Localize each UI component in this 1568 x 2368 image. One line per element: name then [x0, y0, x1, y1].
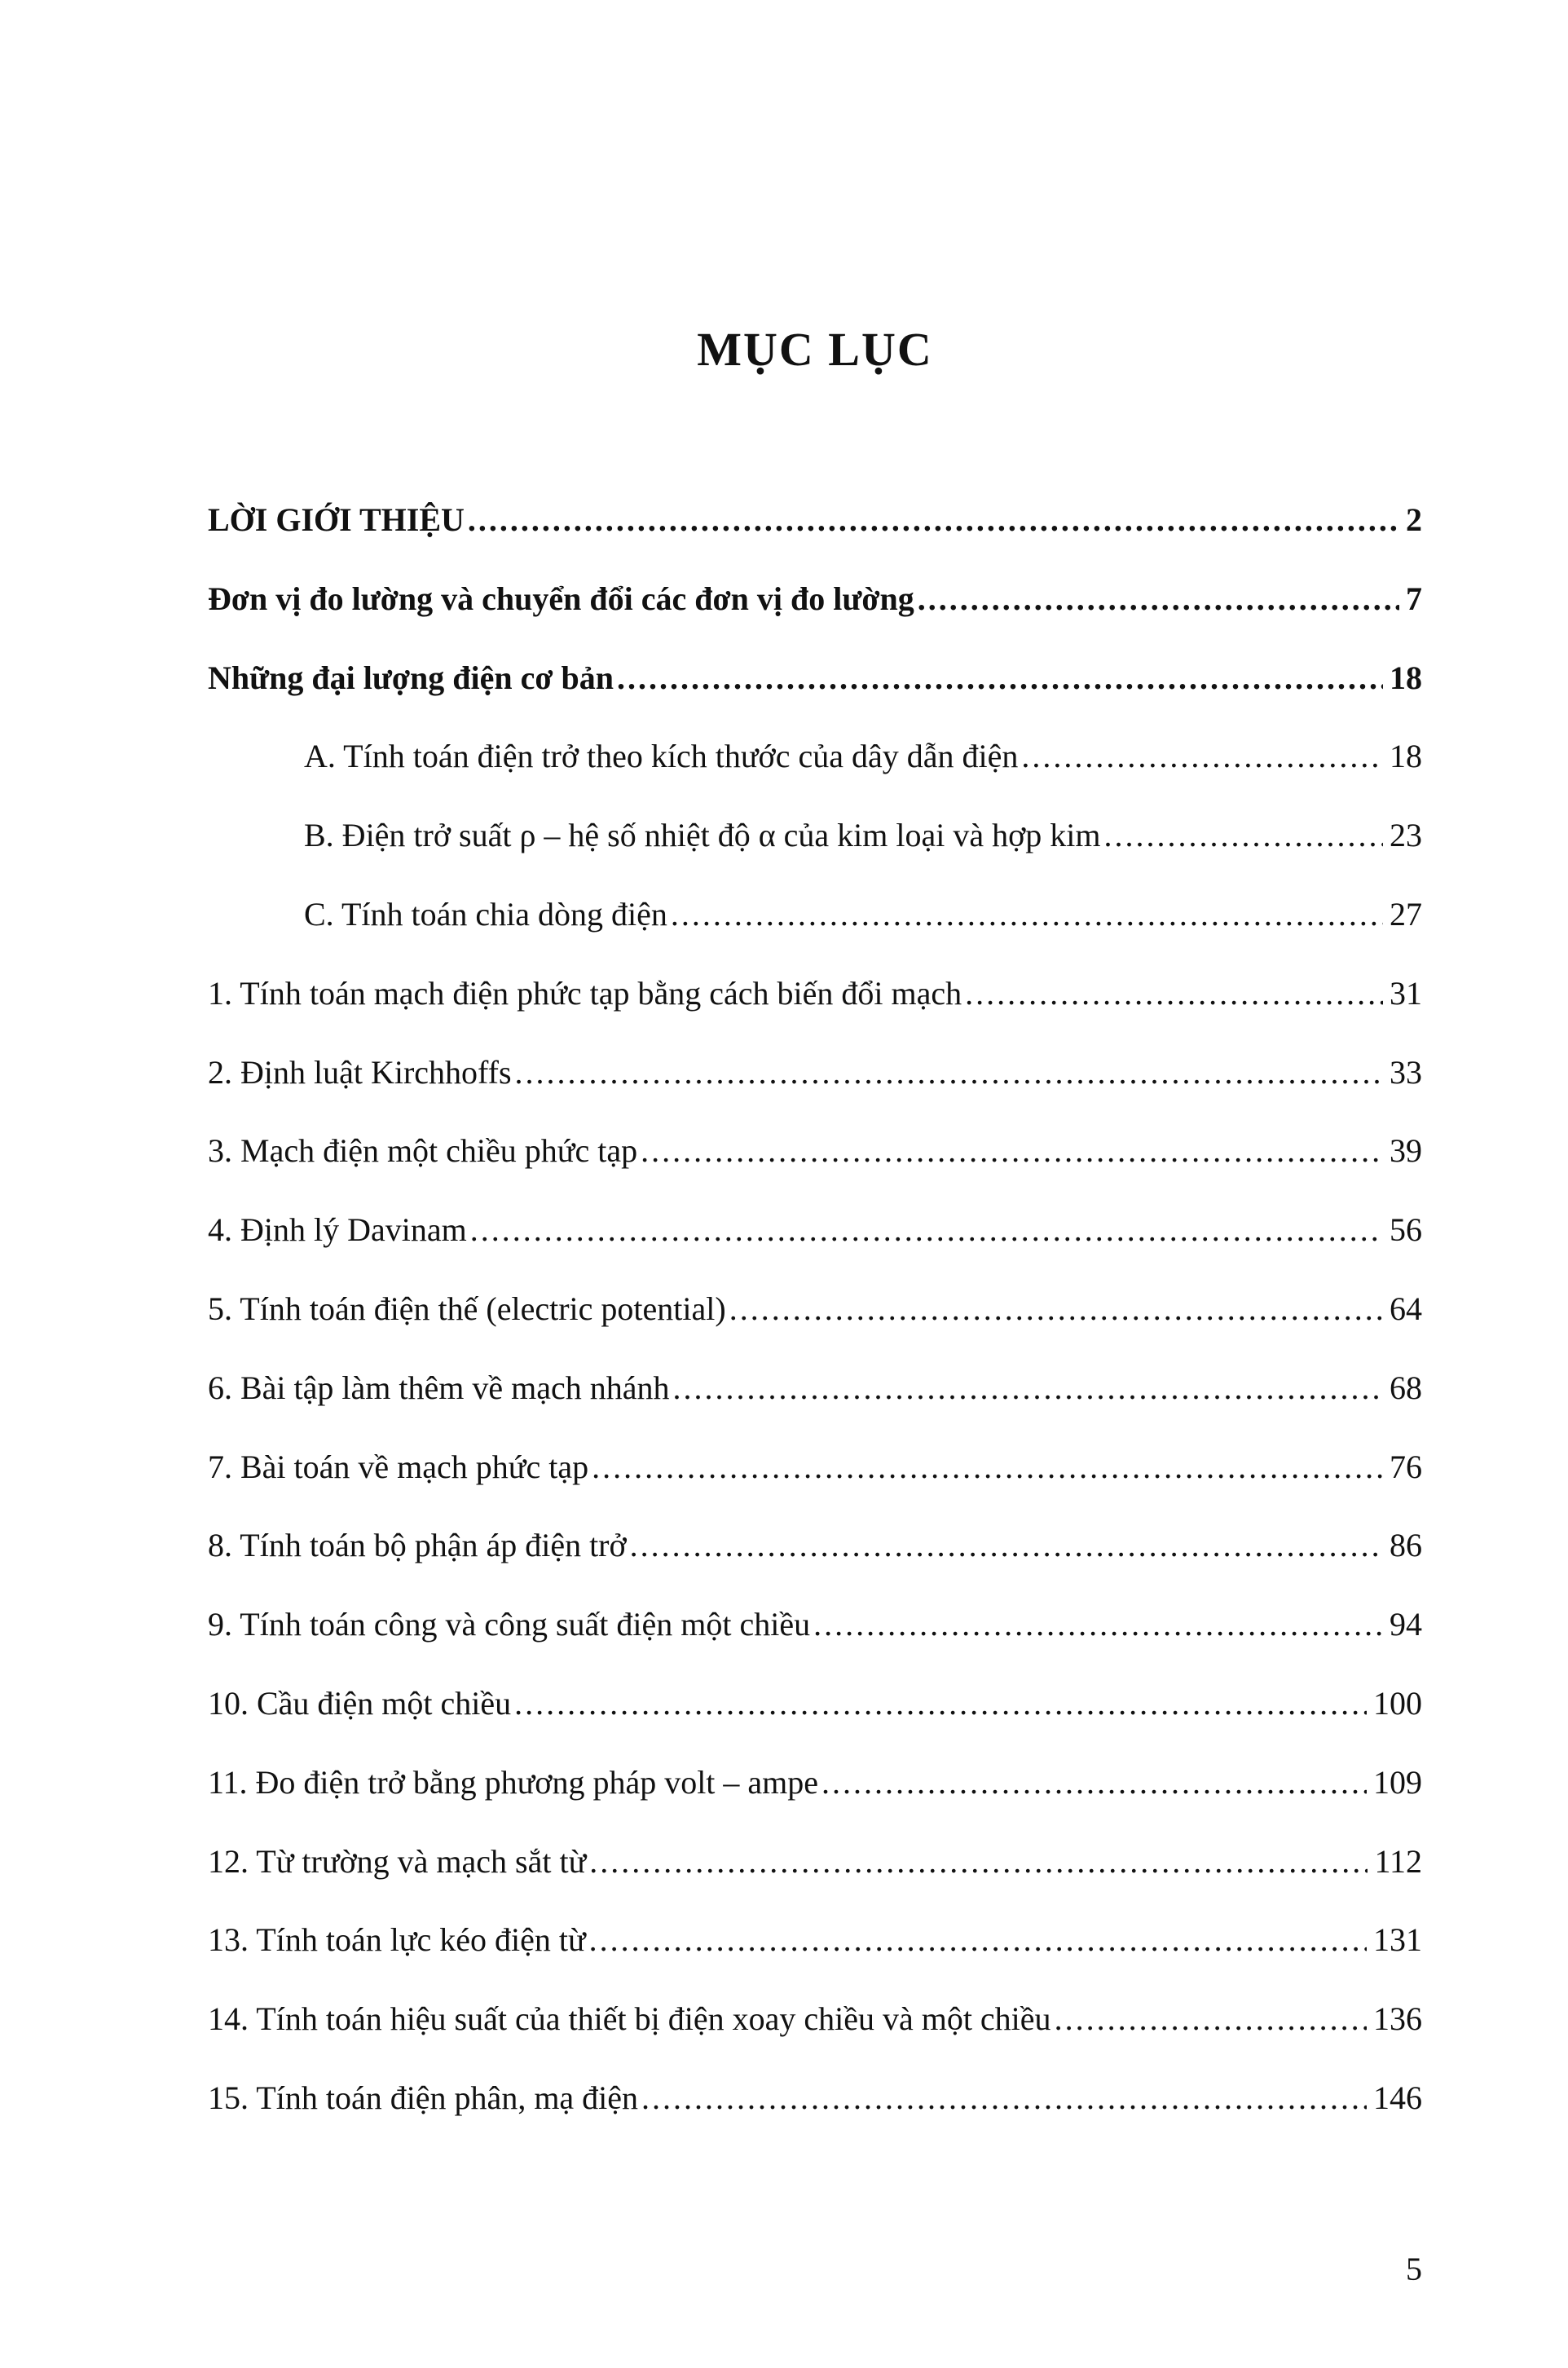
- toc-entry-label: 14. Tính toán hiệu suất của thiết bị điện xoay chiều và một chiều: [208, 2000, 1051, 2038]
- toc-entry-label: 3. Mạch điện một chiều phức tạp: [208, 1132, 638, 1170]
- toc-entry-page: 64: [1390, 1290, 1422, 1327]
- toc-entry-label: LỜI GIỚI THIỆU: [208, 501, 465, 538]
- dot-leader: [468, 499, 1399, 542]
- dot-leader: [673, 1367, 1383, 1410]
- toc-entry-page: 136: [1373, 2000, 1422, 2038]
- toc-entry-label: 9. Tính toán công và công suất điện một chiều: [208, 1606, 811, 1643]
- dot-leader: [1021, 735, 1383, 778]
- toc-entry-label: 4. Định lý Davinam: [208, 1211, 467, 1249]
- toc-entry-label: B. Điện trở suất ρ – hệ số nhiệt độ α của kim loại và hợp kim: [304, 817, 1101, 854]
- toc-row: [208, 1682, 1422, 1726]
- toc-entry-page: 39: [1390, 1132, 1422, 1170]
- toc-entry-label: 7. Bài toán về mạch phức tạp: [208, 1448, 589, 1485]
- toc-row: [208, 972, 1422, 1016]
- page-title: MỤC LỤC: [697, 323, 933, 376]
- toc-entry-page: 112: [1374, 1842, 1422, 1880]
- dot-leader: [630, 1524, 1383, 1568]
- dot-leader: [1055, 1998, 1367, 2041]
- dot-leader: [514, 1682, 1367, 1726]
- toc-entry-page: 76: [1390, 1448, 1422, 1485]
- dot-leader: [641, 2077, 1367, 2120]
- dot-leader: [589, 1841, 1368, 1884]
- toc-entry-page: 94: [1390, 1606, 1422, 1643]
- toc-row: [208, 1130, 1422, 1173]
- dot-leader: [813, 1603, 1383, 1647]
- toc-row: [208, 893, 1422, 937]
- toc-entry-label: 11. Đo điện trở bằng phương pháp volt – ampe: [208, 1763, 819, 1801]
- toc-row: [208, 1762, 1422, 1805]
- toc-entry-label: Đơn vị đo lường và chuyển đổi các đơn vị đo lường: [208, 580, 914, 617]
- toc-entry-label: 13. Tính toán lực kéo điện từ: [208, 1921, 586, 1959]
- toc-row: [208, 578, 1422, 621]
- toc-entry-label: 1. Tính toán mạch điện phức tạp bằng cách biến đổi mạch: [208, 974, 962, 1012]
- toc-entry-label: 10. Cầu điện một chiều: [208, 1684, 512, 1722]
- dot-leader: [918, 578, 1399, 621]
- dot-leader: [589, 1919, 1367, 1962]
- toc-entry-label: 2. Định luật Kirchhoffs: [208, 1053, 512, 1091]
- toc-row: [208, 1209, 1422, 1252]
- toc-row: [208, 814, 1422, 858]
- toc-row: [208, 1052, 1422, 1095]
- dot-leader: [729, 1288, 1383, 1331]
- dot-leader: [515, 1052, 1383, 1095]
- toc-entry-page: 131: [1373, 1921, 1422, 1959]
- table-of-contents: [208, 499, 1422, 2120]
- dot-leader: [470, 1209, 1383, 1252]
- toc-entry-page: 109: [1373, 1763, 1422, 1801]
- toc-row: [208, 1841, 1422, 1884]
- toc-entry-page: 56: [1390, 1211, 1422, 1249]
- toc-entry-page: 68: [1390, 1369, 1422, 1406]
- toc-entry-page: 146: [1373, 2079, 1422, 2116]
- dot-leader: [671, 893, 1383, 937]
- toc-entry-label: A. Tính toán điện trở theo kích thước của dây dẫn điện: [304, 738, 1019, 775]
- toc-entry-page: 23: [1390, 817, 1422, 854]
- toc-row: [208, 2077, 1422, 2120]
- toc-entry-page: 100: [1373, 1684, 1422, 1722]
- content-area: [208, 0, 1422, 2156]
- toc-entry-page: 2: [1406, 501, 1422, 538]
- dot-leader: [1104, 814, 1383, 858]
- toc-row: [208, 499, 1422, 542]
- folio-page-number: 5: [1406, 2251, 1422, 2287]
- toc-row: [208, 1446, 1422, 1489]
- toc-row: [208, 1603, 1422, 1647]
- toc-entry-label: 8. Tính toán bộ phận áp điện trở: [208, 1527, 627, 1564]
- toc-row: [208, 1524, 1422, 1568]
- toc-entry-label: Những đại lượng điện cơ bản: [208, 659, 614, 696]
- dot-leader: [965, 972, 1383, 1016]
- toc-entry-page: 18: [1390, 738, 1422, 775]
- dot-leader: [641, 1130, 1383, 1173]
- toc-entry-page: 86: [1390, 1527, 1422, 1564]
- toc-entry-label: 15. Tính toán điện phân, mạ điện: [208, 2079, 639, 2116]
- dot-leader: [592, 1446, 1383, 1489]
- toc-row: [208, 735, 1422, 778]
- toc-entry-label: 6. Bài tập làm thêm về mạch nhánh: [208, 1369, 670, 1406]
- toc-entry-label: 12. Từ trường và mạch sắt từ: [208, 1842, 587, 1880]
- toc-row: [208, 657, 1422, 700]
- toc-entry-page: 27: [1390, 895, 1422, 933]
- toc-entry-page: 7: [1406, 580, 1422, 617]
- toc-entry-label: 5. Tính toán điện thế (electric potential): [208, 1290, 726, 1327]
- toc-entry-page: 31: [1390, 974, 1422, 1012]
- toc-row: [208, 1998, 1422, 2041]
- dot-leader: [617, 657, 1383, 700]
- toc-row: [208, 1288, 1422, 1331]
- toc-row: [208, 1367, 1422, 1410]
- toc-entry-label: C. Tính toán chia dòng điện: [304, 895, 667, 933]
- dot-leader: [821, 1762, 1367, 1805]
- toc-row: [208, 1919, 1422, 1962]
- toc-entry-page: 33: [1390, 1053, 1422, 1091]
- toc-entry-page: 18: [1390, 659, 1422, 696]
